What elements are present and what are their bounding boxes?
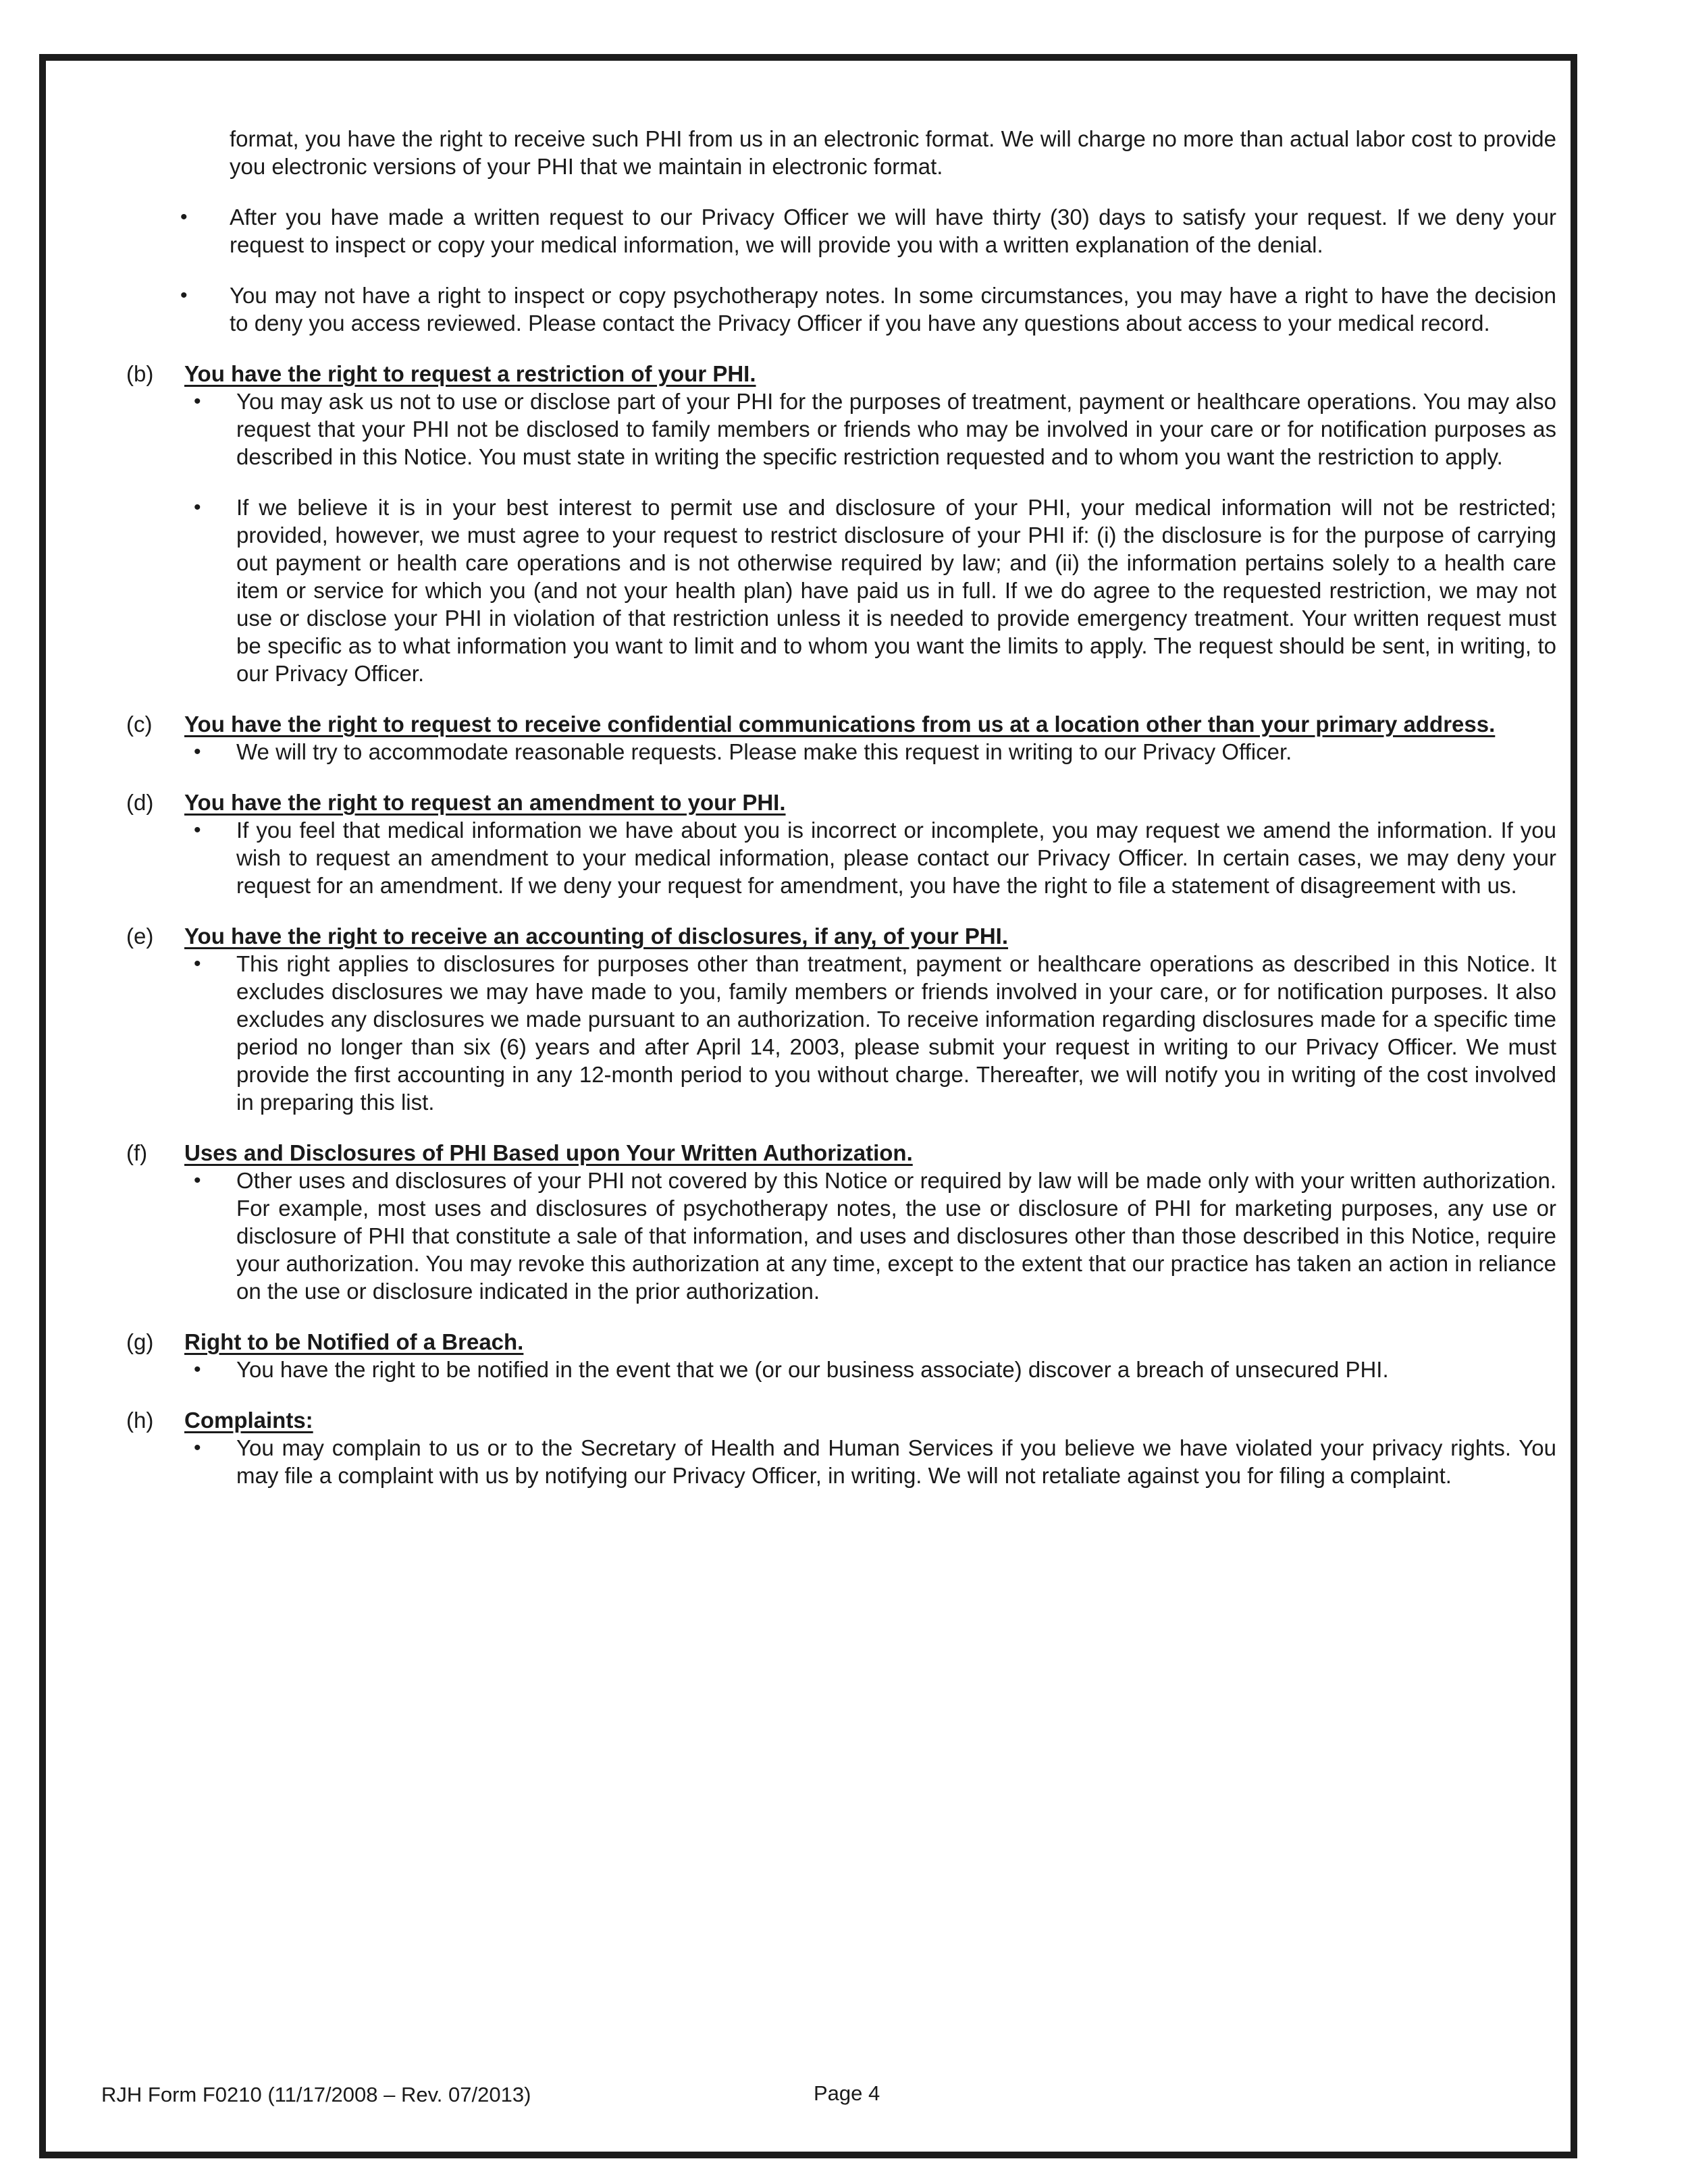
- section-f: [126, 1139, 1570, 1305]
- section-letter: (f): [126, 1140, 148, 1165]
- list-item: [132, 1356, 1570, 1383]
- section-h: [126, 1406, 1570, 1489]
- bullet-icon: •: [194, 1169, 201, 1192]
- bullet-icon: •: [194, 819, 201, 841]
- section-title: Complaints:: [184, 1408, 313, 1433]
- document-body: [126, 103, 1570, 1512]
- bullet-text: You may ask us not to use or disclose part of your PHI for the purposes of treatment, payment or healthcare operations. You may also request that your PHI not be disclosed to family members or friends who may be involved in your care or for notification purposes as described in this Notice. You must state in writing the specific restriction requested and to whom you want the restriction to apply.: [236, 389, 1556, 469]
- section-title: You have the right to receive an accounting of disclosures, if any, of your PHI.: [184, 924, 1009, 949]
- section-g: [126, 1328, 1570, 1383]
- section-heading: [126, 1139, 1570, 1167]
- section-heading: [126, 360, 1570, 388]
- section-title: You have the right to request a restriction of your PHI.: [184, 361, 756, 386]
- section-title: You have the right to request to receive confidential communications from us at a location other than your primary address.: [184, 712, 1496, 737]
- bullet-text: If we believe it is in your best interest to permit use and disclosure of your PHI, your medical information will not be restricted; provided, however, we must agree to your request to restrict disclosure of your PHI if: (i) the disclosure is for the purpose of carrying out payment or health care operations and is not otherwise required by law; and (ii) the information pertains solely to a health care item or service for which you (and not your health plan) have paid us in full. If we do agree to the requested restriction, we may not use or disclose your PHI in violation of that restriction unless it is needed to provide emergency treatment. Your written request must be specific as to what information you want to limit and to whom you want the limits to apply. The request should be sent, in writing, to our Privacy Officer.: [236, 495, 1556, 686]
- bullet-text: You have the right to be notified in the event that we (or our business associate) discover a breach of unsecured PHI.: [236, 1357, 1389, 1382]
- section-heading: [126, 922, 1570, 950]
- bullet-icon: •: [180, 206, 188, 228]
- list-item: [132, 816, 1570, 899]
- section-bullet-list: [132, 816, 1570, 899]
- section-bullet-list: [132, 1356, 1570, 1383]
- list-item: [132, 388, 1570, 471]
- list-item: [132, 950, 1570, 1116]
- list-item: [132, 738, 1570, 766]
- bullet-icon: •: [194, 741, 201, 763]
- section-b: [126, 360, 1570, 687]
- section-bullet-list: [132, 1434, 1570, 1489]
- list-item: [132, 282, 1570, 337]
- bullet-text: You may complain to us or to the Secretary of Health and Human Services if you believe we have violated your privacy rights. You may file a complaint with us by notifying our Privacy Officer, in writing. We will not retaliate against you for filing a complaint.: [236, 1435, 1556, 1488]
- bullet-text: We will try to accommodate reasonable requests. Please make this request in writing to our Privacy Officer.: [236, 739, 1292, 764]
- section-letter: (b): [126, 361, 154, 386]
- section-d: [126, 789, 1570, 899]
- list-item: [132, 1434, 1570, 1489]
- bullet-text: If you feel that medical information we have about you is incorrect or incomplete, you may request we amend the information. If you wish to request an amendment to your medical information, please contact our Privacy Officer. In certain cases, we may deny your request for an amendment. If we deny your request for amendment, you have the right to file a statement of disagreement with us.: [236, 818, 1556, 898]
- section-e: [126, 922, 1570, 1116]
- bullet-icon: •: [194, 496, 201, 518]
- bullet-text: This right applies to disclosures for purposes other than treatment, payment or healthcare operations as described in this Notice. It excludes disclosures we may have made to you, family members or friends involved in your care, or for notification purposes. It also excludes any disclosures we made pursuant to an authorization. To receive information regarding disclosures made for a specific time period no longer than six (6) years and after April 14, 2003, please submit your request in writing to our Privacy Officer. We must provide the first accounting in any 12-month period to you without charge. Thereafter, we will notify you in writing of the cost involved in preparing this list.: [236, 951, 1556, 1115]
- section-letter: (c): [126, 712, 153, 737]
- bullet-icon: •: [194, 390, 201, 412]
- bullet-icon: •: [180, 284, 188, 307]
- bullet-icon: •: [194, 1437, 201, 1459]
- section-bullet-list: [132, 950, 1570, 1116]
- intro-bullet-list: [132, 203, 1570, 337]
- section-letter: (h): [126, 1408, 154, 1433]
- list-item: [132, 494, 1570, 687]
- section-letter: (d): [126, 790, 154, 815]
- section-heading: [126, 1406, 1570, 1434]
- bullet-text: You may not have a right to inspect or copy psychotherapy notes. In some circumstances, you may have a right to have the decision to deny you access reviewed. Please contact the Privacy Officer if you have any questions about access to your medical record.: [230, 283, 1556, 336]
- list-item: [132, 1167, 1570, 1305]
- form-identifier: RJH Form F0210 (11/17/2008 – Rev. 07/2013): [101, 2083, 531, 2106]
- bullet-text: Other uses and disclosures of your PHI not covered by this Notice or required by law will be made only with your written authorization. For example, most uses and disclosures of psychotherapy notes, the use or disclosure of PHI for marketing purposes, any use or disclosure of PHI that constitute a sale of that information, and uses and disclosures other than those described in this Notice, require your authorization. You may revoke this authorization at any time, except to the extent that our practice has taken an action in reliance on the use or disclosure indicated in the prior authorization.: [236, 1168, 1556, 1304]
- bullet-text: After you have made a written request to our Privacy Officer we will have thirty (30) days to satisfy your request. If we deny your request to inspect or copy your medical information, we will provide you with a written explanation of the denial.: [230, 205, 1556, 257]
- section-heading: [126, 1328, 1570, 1356]
- bullet-icon: •: [194, 953, 201, 975]
- list-item: [132, 203, 1570, 259]
- section-bullet-list: [132, 388, 1570, 687]
- intro-continuation: format, you have the right to receive such PHI from us in an electronic format. We will charge no more than actual labor cost to provide you electronic versions of your PHI that we maintain in electronic format.: [230, 126, 1556, 179]
- section-letter: (g): [126, 1329, 154, 1354]
- bullet-icon: •: [194, 1358, 201, 1381]
- page-number: Page 4: [814, 2081, 880, 2105]
- section-heading: [126, 710, 1570, 738]
- section-title: Uses and Disclosures of PHI Based upon Your Written Authorization.: [184, 1140, 913, 1165]
- section-bullet-list: [132, 738, 1570, 766]
- section-title: Right to be Notified of a Breach.: [184, 1329, 524, 1354]
- section-heading: [126, 789, 1570, 816]
- section-c: [126, 710, 1570, 766]
- section-letter: (e): [126, 924, 154, 949]
- section-bullet-list: [132, 1167, 1570, 1305]
- section-title: You have the right to request an amendment to your PHI.: [184, 790, 786, 815]
